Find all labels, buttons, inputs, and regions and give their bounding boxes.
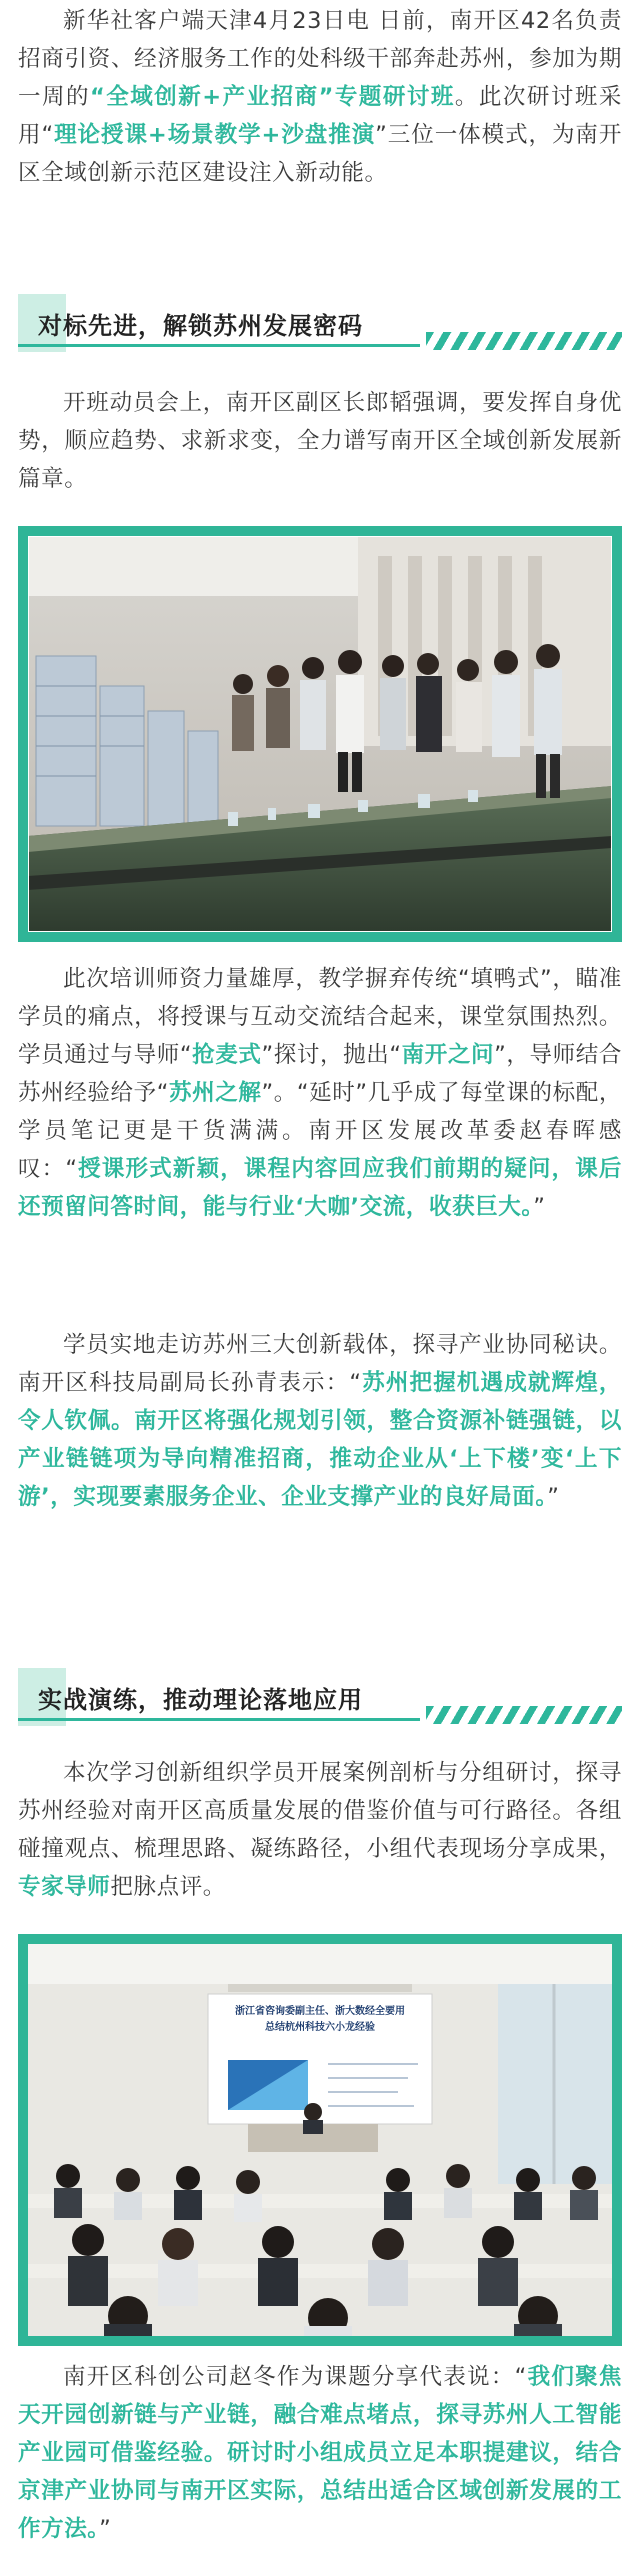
- highlighted-quote-text: 南开之问: [401, 1042, 495, 1068]
- highlighted-quote-text: 专家导师: [18, 1874, 111, 1900]
- sandbox-scene-image: [28, 536, 612, 932]
- body-text: 本次学习创新组织学员开展案例剖析与分组研讨，探寻苏州经验对南开区高质量发展的借鉴价值与可行路径。各组碰撞观点、梳理思路、凝练路径，小组代表现场分享成果，: [18, 1760, 622, 1862]
- highlighted-quote-text: 我们聚焦天开园创新链与产业链，融合难点堵点，探寻苏州人工智能产业园可借鉴经验。研讨时小组成员立足本职提建议，结合京津产业协同与南开区实际，总结出适合区域创新发展的工作方法。: [18, 2364, 622, 2542]
- highlighted-quote-text: 授课形式新颖，课程内容回应我们前期的疑问，课后还预留问答时间，能与行业‘大咖’交流，收获巨大。: [18, 1156, 622, 1220]
- photo-classroom-lecture: [18, 1934, 622, 2346]
- highlighted-quote-text: 理论授课+场景教学+沙盘推演: [53, 122, 376, 148]
- section-title-2: 实战演练，推动理论落地应用: [38, 1686, 363, 1714]
- highlighted-quote-text: 抢麦式: [192, 1042, 262, 1068]
- body-text: 学员实地走访苏州三大创新载体，探寻产业协同秘诀。南开区科技局副局长孙青表示：“: [18, 1332, 622, 1396]
- intro-paragraph: [18, 2, 622, 192]
- body-text: ”，导师结合苏州经验给予“: [18, 1042, 622, 1106]
- photo-sandbox-exhibition: [18, 526, 622, 942]
- section-header-2: [18, 1668, 622, 1726]
- body-text: ”。“延时”几乎成了每堂课的标配，学员笔记更是干货满满。南开区发展改革委赵春晖感叹：“: [18, 1080, 623, 1182]
- highlighted-quote-text: 苏州把握机遇成就辉煌，令人钦佩。南开区将强化规划引领，整合资源补链强链，以产业链链项为导向精准招商，推动企业从‘上下楼’变‘上下游’，实现要素服务企业、企业支撑产业的良好局面。: [18, 1370, 622, 1510]
- body-text: ”三位一体模式，为南开区全域创新示范区建设注入新动能。: [18, 122, 622, 186]
- header-underline: [18, 1718, 420, 1721]
- body-text: 此次培训师资力量雄厚，教学摒弃传统“填鸭式”，瞄准学员的痛点，将授课与互动交流结合起来，课堂氛围热烈。学员通过与导师“: [18, 966, 622, 1068]
- section2-paragraph-1: [18, 1754, 622, 1906]
- header-stripes-decoration: [426, 332, 622, 350]
- body-text: 。此次研讨班采用“: [18, 84, 622, 148]
- section-title-1: 对标先进，解锁苏州发展密码: [38, 312, 363, 340]
- classroom-scene-image: [28, 1944, 612, 2336]
- highlighted-quote-text: 苏州之解: [168, 1080, 262, 1106]
- body-text: ”探讨，抛出“: [261, 1042, 402, 1068]
- section1-paragraph-2: [18, 960, 622, 1226]
- body-text: ”: [547, 1484, 560, 1510]
- screen-title-line-2: 总结杭州科技六小龙经验: [265, 2022, 375, 2033]
- section2-paragraph-2: [18, 2358, 622, 2548]
- section1-paragraph-1: 开班动员会上，南开区副区长郎韬强调，要发挥自身优势，顺应趋势、求新求变，全力谱写南开区全域创新发展新篇章。: [18, 390, 622, 492]
- body-text: 南开区科创公司赵冬作为课题分享代表说：“: [63, 2364, 527, 2390]
- body-text: 把脉点评。: [110, 1874, 226, 1900]
- body-text: ”: [99, 2516, 112, 2542]
- section1-paragraph-3: [18, 1326, 622, 1516]
- body-text: ”: [533, 1194, 546, 1220]
- highlighted-quote-text: “全域创新+产业招商”专题研讨班: [90, 84, 455, 110]
- section-header-1: [18, 294, 622, 352]
- header-stripes-decoration: [426, 1706, 622, 1724]
- screen-title-line-1: 浙江省咨询委副主任、浙大数经全要用: [235, 2006, 405, 2017]
- body-text: 新华社客户端天津4月23日电 日前，南开区42名负责招商引资、经济服务工作的处科级干部奔赴苏州，参加为期一周的: [18, 8, 622, 110]
- header-underline: [18, 344, 420, 347]
